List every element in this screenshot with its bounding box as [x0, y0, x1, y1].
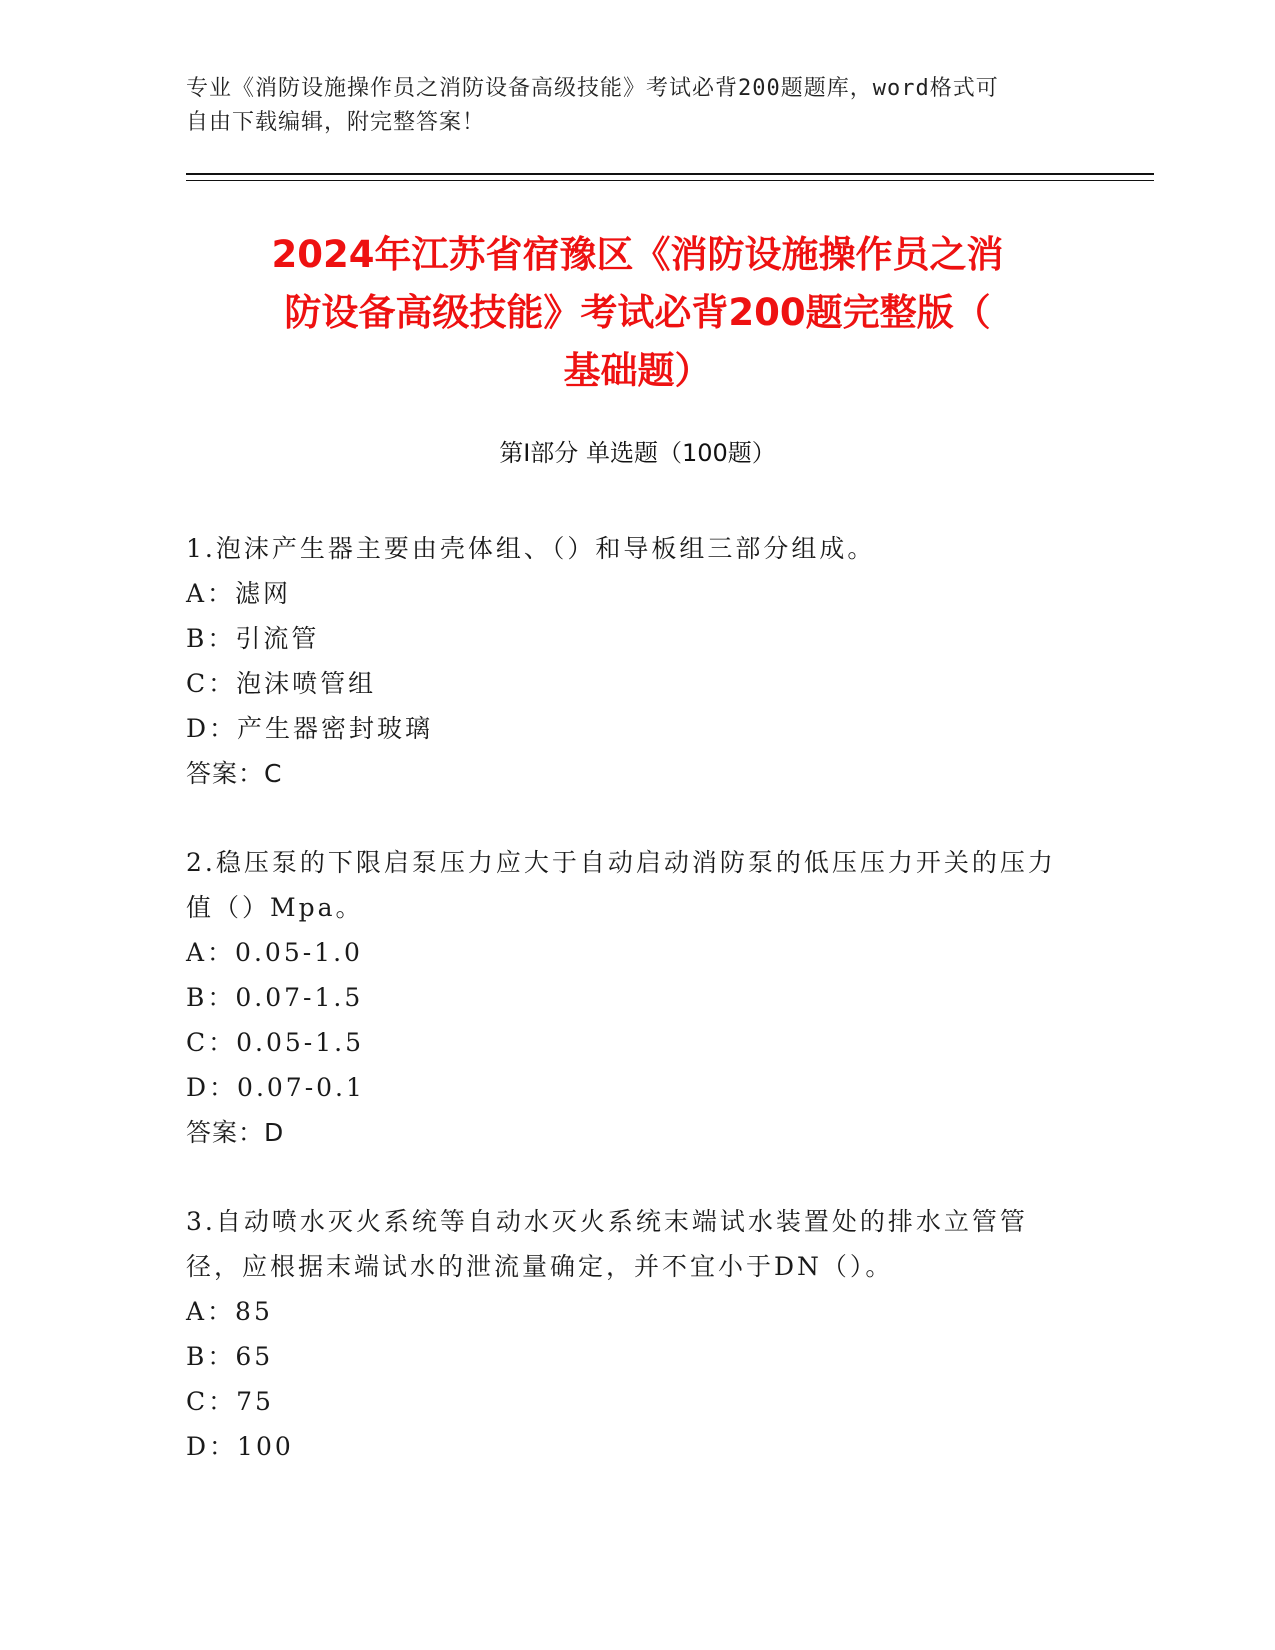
header-divider-thick: [186, 173, 1154, 175]
header-line-1: 专业《消防设施操作员之消防设备高级技能》考试必背200题题库，word格式可: [186, 76, 999, 101]
header-divider-thin: [186, 180, 1154, 181]
option-d: D：0.07-0.1: [186, 1073, 365, 1102]
question-stem: 2.稳压泵的下限启泵压力应大于自动启动消防泵的低压压力开关的压力值（）Mpa。: [186, 848, 1056, 922]
answer-key: 答案：D: [186, 1118, 285, 1147]
option-d: D：100: [186, 1432, 294, 1461]
option-a: A：滤网: [186, 579, 292, 608]
question-1: [186, 526, 1066, 796]
question-3: [186, 1199, 1066, 1469]
option-b: B：65: [186, 1342, 274, 1371]
option-b: B：引流管: [186, 624, 320, 653]
option-c: C：泡沫喷管组: [186, 669, 377, 698]
option-c: C：0.05-1.5: [186, 1028, 364, 1057]
option-c: C：75: [186, 1387, 274, 1416]
title-line-2: 防设备高级技能》考试必背200题完整版（: [284, 291, 991, 334]
option-a: A：85: [186, 1297, 273, 1326]
question-stem: 1.泡沫产生器主要由壳体组、（）和导板组三部分组成。: [186, 534, 876, 563]
section-heading: 第I部分 单选题（100题）: [499, 439, 776, 467]
option-a: A：0.05-1.0: [186, 938, 363, 967]
answer-key: 答案：C: [186, 759, 283, 788]
document-title: [150, 226, 1125, 400]
title-line-3: 基础题）: [563, 349, 712, 392]
title-line-1: 2024年江苏省宿豫区《消防设施操作员之消: [271, 233, 1004, 276]
option-d: D：产生器密封玻璃: [186, 714, 434, 743]
question-list: [186, 526, 1066, 1513]
question-2: [186, 840, 1066, 1155]
option-b: B：0.07-1.5: [186, 983, 364, 1012]
header-line-2: 自由下载编辑，附完整答案！: [186, 110, 486, 135]
page-header: [186, 72, 1066, 140]
question-stem: 3.自动喷水灭火系统等自动水灭火系统末端试水装置处的排水立管管径，应根据末端试水的泄流量确定，并不宜小于DN（）。: [186, 1207, 1028, 1281]
